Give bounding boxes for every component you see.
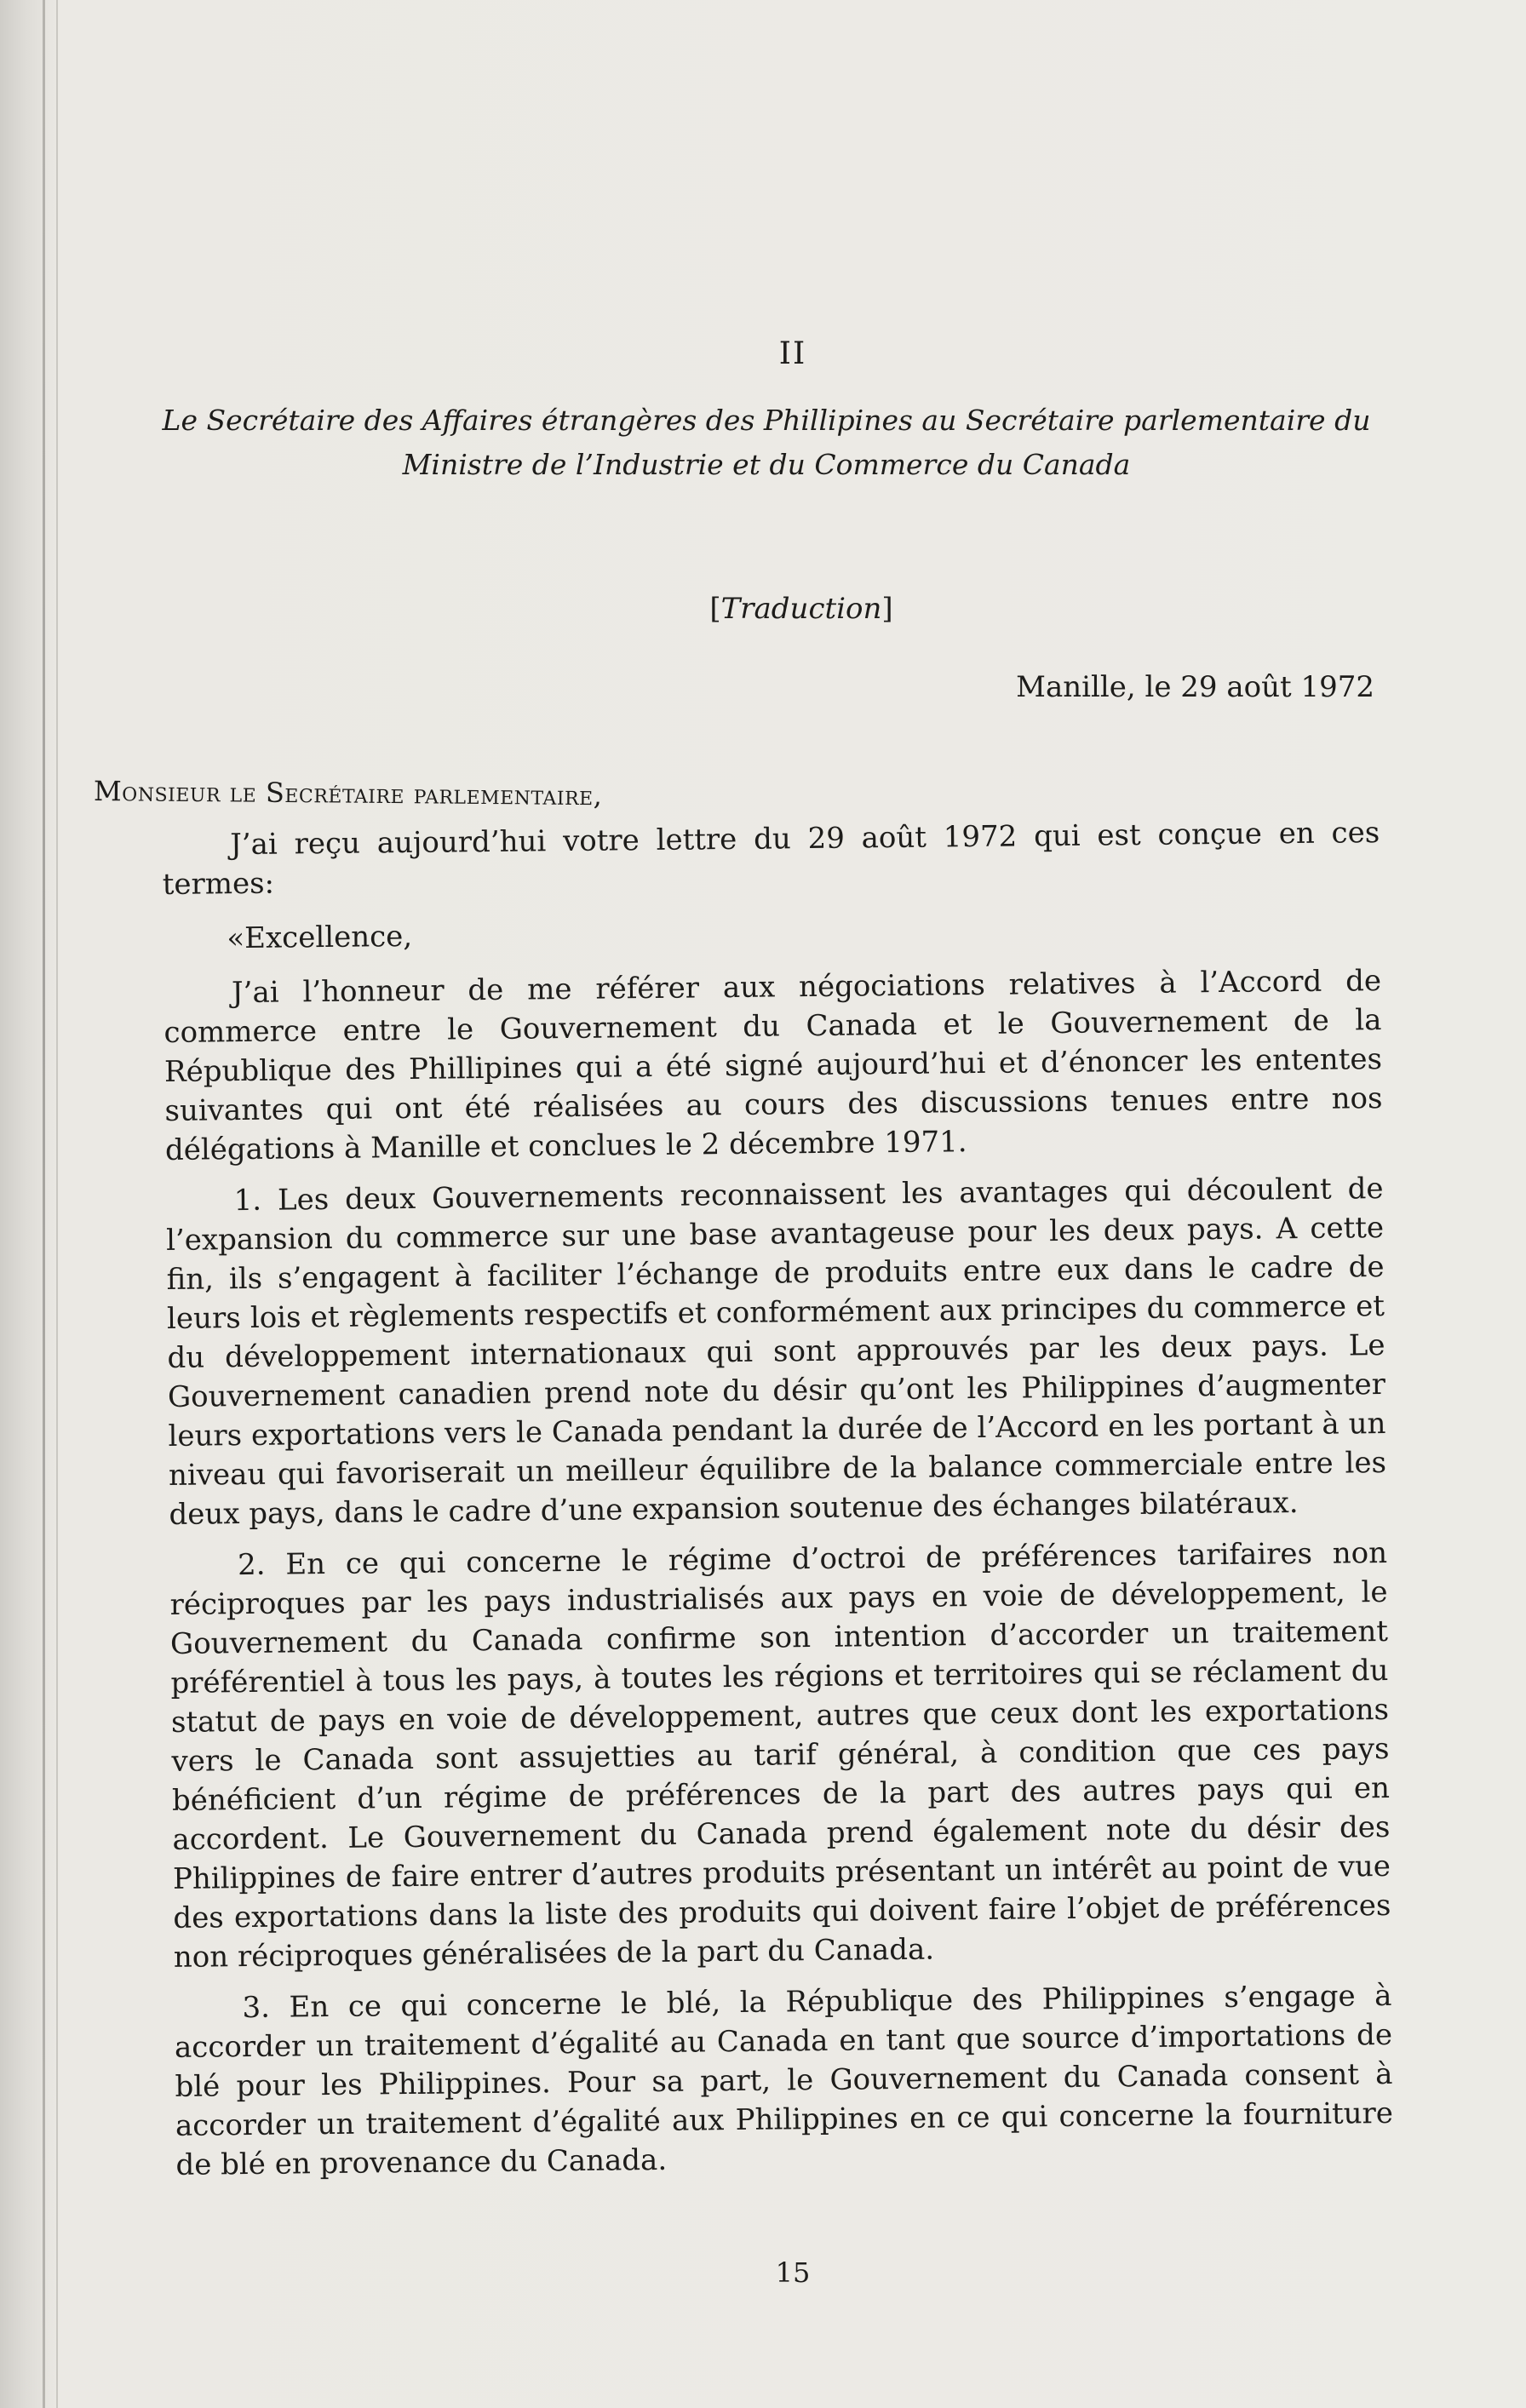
paragraph-honneur: J’ai l’honneur de me référer aux négociations relatives à l’Accord de commerce entre le Gouvernement du Canada et le Gouvernement de la République des Phillipines qui a été signé aujourd’hui et d’énoncer les ententes suivantes qui ont été réalisées au cours des discussions tenues entre nos délégations à Manille et conclues le 2 décembre 1971.: [164, 964, 1383, 1167]
paragraph-intro: J’ai reçu aujourd’hui votre lettre du 29 août 1972 qui est conçue en ces termes:: [162, 816, 1380, 902]
date-line: Manille, le 29 août 1972: [1016, 670, 1374, 704]
translation-note-open-bracket: [: [709, 592, 721, 626]
paragraph-excellence: «Excellence,: [227, 919, 413, 956]
paragraph-1: 1. Les deux Gouvernements reconnaissent les avantages qui découlent de l’expansion du commerce sur une base avantageuse pour les deux pays. A cette fin, ils s’engagent à faciliter l’échange de produits entre eux dans le cadre de leurs lois et règlements respectifs et conformément aux principes du commerce et du développement internationaux qui sont approuvés par les deux pays. Le Gouvernement canadien prend note du désir qu’ont les Philippines d’augmenter leurs exportations vers le Canada pendant la durée de l’Accord en les portant à un niveau qui favoriserait un meilleur équilibre de la balance commerciale entre les deux pays, dans le cadre d’une expansion soutenue des échanges bilatéraux.: [165, 1172, 1387, 1532]
paragraph-3: 3. En ce qui concerne le blé, la République des Philippines s’engage à accorder un traitement d’égalité au Canada en tant que source d’importations de blé pour les Philippines. Pour sa part, le Gouvernement du Canada consent à accorder un traitement d’égalité aux Philippines en ce qui concerne la fourniture de blé en provenance du Canada.: [174, 1978, 1394, 2182]
translation-note: [0, 592, 1526, 626]
paragraph-2: 2. En ce qui concerne le régime d’octroi de préférences tarifaires non réciproques par les pays industrialisés aux pays en voie de développement, le Gouvernement du Canada confirme son intention d’accorder un traitement préférentiel à tous les pays, à toutes les régions et territoires qui se réclament du statut de pays en voie de développement, autres que ceux dont les exportations vers le Canada sont assujetties au tarif général, à condition que ces pays bénéficient d’un régime de préférences de la part des autres pays qui en accordent. Le Gouvernement du Canada prend également note du désir des Philippines de faire entrer d’autres produits présentant un intérêt au point de vue des exportations dans la liste des produits qui doivent faire l’objet de préférences non réciproques généralisées de la part du Canada.: [169, 1535, 1391, 1975]
translation-note-label: Traduction: [720, 592, 882, 626]
section-number: II: [778, 336, 807, 371]
letter-body: [162, 813, 1394, 2193]
translation-note-close-bracket: ]: [881, 592, 893, 626]
page-number: 15: [775, 2256, 811, 2289]
salutation: Monsieur le Secrétaire parlementaire,: [93, 775, 603, 812]
letter-heading: Le Secrétaire des Affaires étrangères des Phillipines au Secrétaire parlementaire du Ministre de l’Industrie et du Commerce du Canada: [162, 404, 1371, 481]
